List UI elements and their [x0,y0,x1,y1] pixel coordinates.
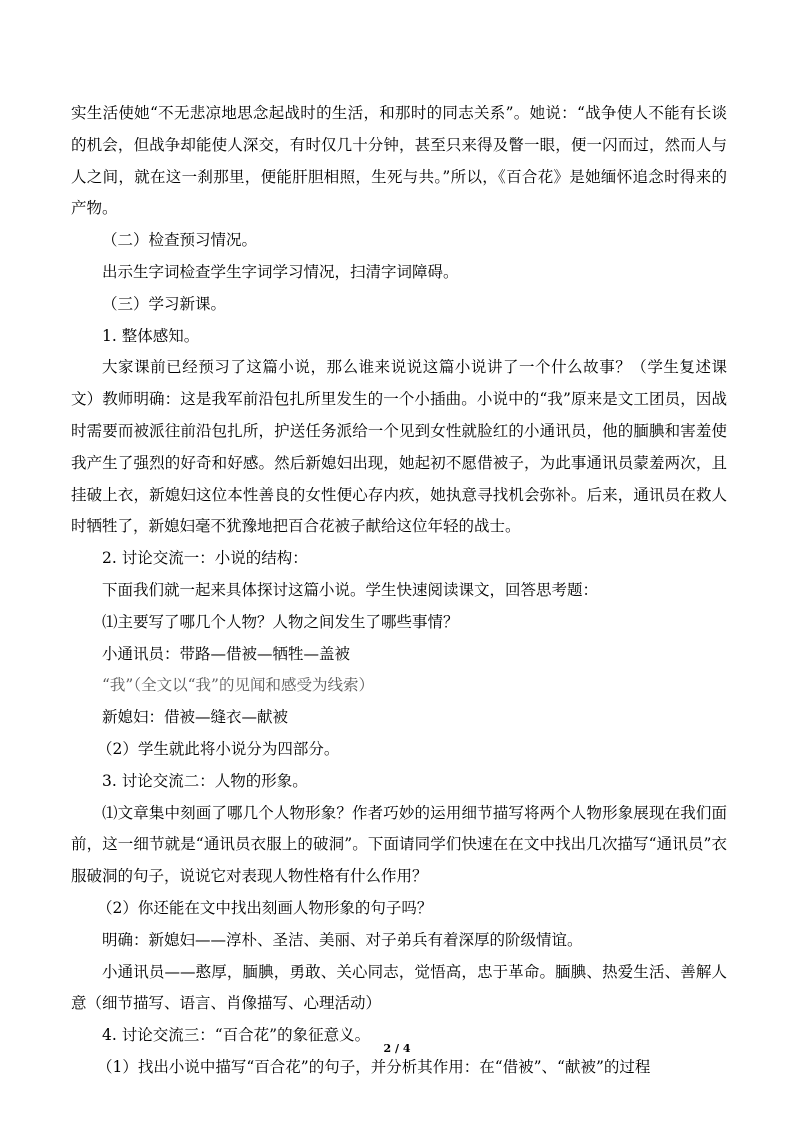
paragraph-author-background: 实生活使她“不无悲凉地思念起战时的生活，和那时的同志关系”。她说：“战争使人不能有长谈的机会，但战争却能使人深交，有时仅几十分钟，甚至只来得及瞥一眼，便一闪而过，然而人与人之间，就在这一刹那里，便能肝胆相照，生死与共。”所以，《百合花》是她缅怀追念时得来的产物。 [71,104,727,218]
question-character-images: ⑴文章集中刻画了哪几个人物形象？作者巧妙的运用细节描写将两个人物形象展现在我们面前，这一细节就是“通讯员衣服上的破洞”。下面请同学们快速在在文中找出几次描写“通讯员”衣服破洞的句子，说说它对表现人物性格有什么作用？ [71,803,727,886]
line-messenger-plot: 小通讯员：带路—借被—牺牲—盖被 [102,644,351,663]
document-body [71,98,727,1084]
subheading-overall-perception: 1. 整体感知。 [102,326,200,345]
paragraph-reading-prompt: 下面我们就一起来具体探讨这篇小说。学生快速阅读课文，回答思考题： [102,580,599,599]
paragraph-story-summary: 大家课前已经预习了这篇小说，那么谁来说说这篇小说讲了一个什么故事？（学生复述课文）教师明确：这是我军前沿包扎所里发生的一个小插曲。小说中的“我”原来是文工团员，因战时需要而被派往前沿包扎所，护送任务派给一个见到女性就脸红的小通讯员，他的腼腆和害羞使我产生了强烈的好奇和好感。然后新媳妇出现，她起初不愿借被子，为此事通讯员蒙羞两次，且挂破上衣，新媳妇这位本性善良的女性便心存内疚，她执意寻找机会弥补。后来，通讯员在救人时牺牲了，新媳妇毫不犹豫地把百合花被子献给这位年轻的战士。 [71,358,727,536]
subheading-discussion-symbolism: 4. 讨论交流三：“百合花”的象征意义。 [102,1026,371,1045]
answer-messenger-traits: 小通讯员——憨厚，腼腆，勇敢、关心同志，觉悟高，忠于革命。腼腆、热爱生活、善解人意（细节描写、语言、肖像描写、心理活动） [71,962,727,1013]
section-heading-check-preview: （二）检查预习情况。 [102,231,258,250]
page-number: 2 / 4 [383,1042,411,1055]
line-four-parts: （2）学生就此将小说分为四部分。 [97,739,340,758]
subheading-discussion-structure: 2. 讨论交流一：小说的结构： [102,549,308,568]
question-lily-sentences: （1）找出小说中描写“百合花”的句子，并分析其作用：在“借被”、“献被”的过程 [97,1057,651,1076]
line-narrator-clue: “我”（全文以“我”的见闻和感受为线索） [102,676,374,695]
question-characters-events: ⑴主要写了哪几个人物？人物之间发生了哪些事情？ [102,612,459,631]
paragraph-vocabulary-check: 出示生字词检查学生字词学习情况，扫清字词障碍。 [102,262,459,281]
answer-bride-traits: 明确：新媳妇——淳朴、圣洁、美丽、对子弟兵有着深厚的阶级情谊。 [102,930,583,949]
section-heading-new-lesson: （三）学习新课。 [102,294,227,313]
line-bride-plot: 新媳妇：借被—缝衣—献被 [102,708,289,727]
subheading-discussion-characters: 3. 讨论交流二：人物的形象。 [102,771,308,790]
question-find-sentences: （2）你还能在文中找出刻画人物形象的句子吗？ [97,898,433,917]
